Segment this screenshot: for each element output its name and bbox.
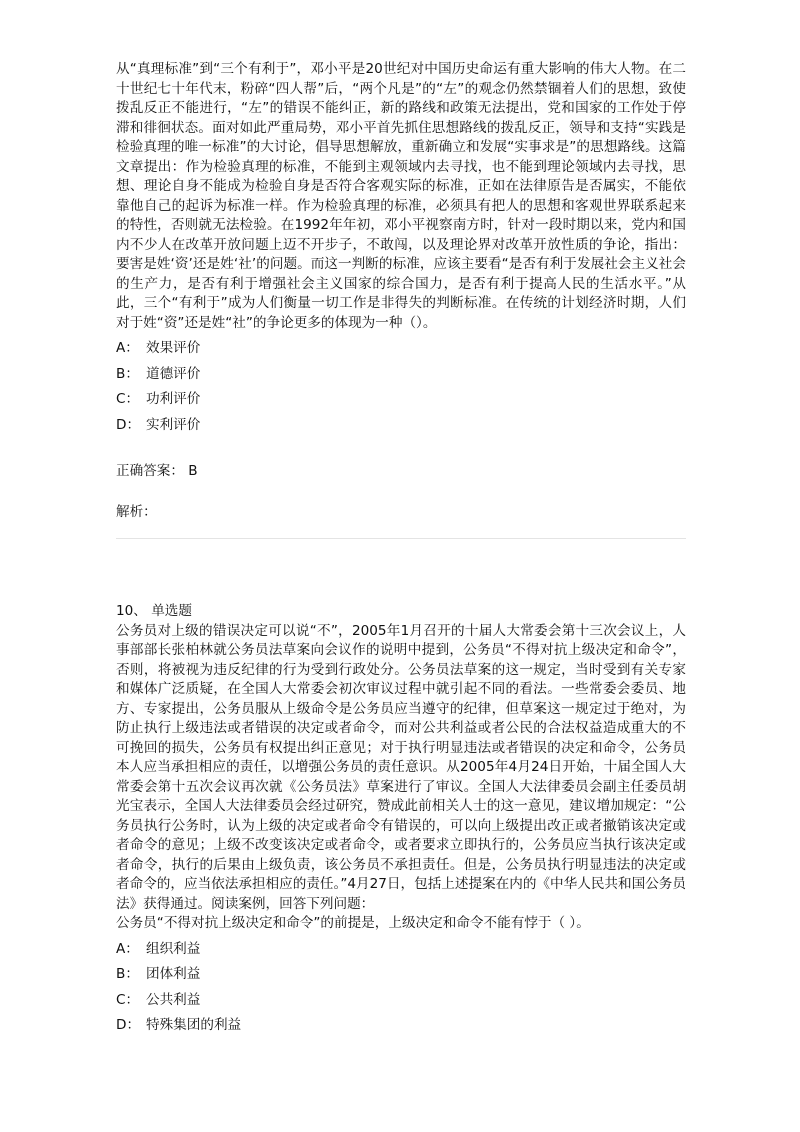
analysis-label: 解析： — [116, 504, 157, 520]
question-10-passage: 公务员对上级的错误决定可以说“不”，2005年1月召开的十届人大常委会第十三次会议上，人事部部长张柏林就公务员法草案向会议作的说明中提到，公务员“不得对抗上级决定和命令”，否则，将被视为违反纪律的行为受到行政处分。公务员法草案的这一规定，当时受到有关专家和媒体广泛质疑，在全国人大常委会初次审议过程中就引起不同的看法。一些常委会委员、地方、专家提出，公务员服从上级命令是公务员应当遵守的纪律，但草案这一规定过于绝对，为防止执行上级违法或者错误的决定或者命令，而对公共利益或者公民的合法权益造成重大的不可挽回的损失，公务员有权提出纠正意见；对于执行明显违法或者错误的决定和命令，公务员本人应当承担相应的责任，以增强公务员的责任意识。从2005年4月24日开始，十届全国人大常委会第十五次会议再次就《公务员法》草案进行了审议。全国人大法律委员会副主任委员胡光宝表示，全国人大法律委员会经过研究，赞成此前相关人士的这一意见，建议增加规定：“公务员执行公务时，认为上级的决定或者命令有错误的，可以向上级提出改正或者撤销该决定或者命令的意见；上级不改变该决定或者命令，或者要求立即执行的，公务员应当执行该决定或者命令，执行的后果由上级负责，该公务员不承担责任。但是，公务员执行明显违法的决定或者命令的，应当依法承担相应的责任。”4月27日，包括上述提案在内的《中华人民共和国公务员法》获得通过。阅读案例，回答下列问题： — [116, 622, 686, 912]
question-10-prompt: 公务员“不得对抗上级决定和命令”的前提是，上级决定和命令不能有悖于（ ）。 — [116, 915, 590, 931]
question-10-header: 10、 单选题 — [116, 603, 192, 619]
question-10 — [116, 602, 686, 1042]
option-a[interactable]: A： 效果评价 — [116, 340, 201, 356]
option-b[interactable]: B： 团体利益 — [116, 966, 201, 982]
option-c[interactable]: C： 公共利益 — [116, 991, 201, 1008]
option-b[interactable]: B： 道德评价 — [116, 365, 201, 382]
question-9 — [116, 60, 686, 539]
question-9-passage: 从“真理标准”到“三个有利于”，邓小平是20世纪对中国历史命运有重大影响的伟大人物。在二十世纪七十年代末，粉碎“四人帮”后，“两个凡是”的“左”的观念仍然禁锢着人们的思想，致使拨乱反正不能进行，“左”的错误不能纠正，新的路线和政策无法提出，党和国家的工作处于停滞和徘徊状态。面对如此严重局势，邓小平首先抓住思想路线的拨乱反正，领导和支持“实践是检验真理的唯一标准”的大讨论，倡导思想解放，重新确立和发展“实事求是”的思想路线。这篇文章提出：作为检验真理的标准，不能到主观领域内去寻找，也不能到理论领域内去寻找，思想、理论自身不能成为检验自身是否符合客观实际的标准，正如在法律原告是否属实，不能依靠他自己的起诉为标准一样。作为检验真理的标准，必须具有把人的思想和客观世界联系起来的特性，否则就无法检验。在1992年年初，邓小平视察南方时，针对一段时期以来，党内和国内不少人在改革开放问题上迈不开步子，不敢闯，以及理论界对改革开放性质的争论，指出：要害是姓‘资’还是姓‘社’的问题。而这一判断的标准，应该主要看“是否有利于发展社会主义社会的生产力，是否有利于增强社会主义国家的综合国力，是否有利于提高人民的生活水平。”从此，三个“有利于”成为人们衡量一切工作是非得失的判断标准。在传统的计划经济时期，人们对于姓“资”还是姓“社”的争论更多的体现为一种（）。 — [116, 61, 686, 331]
option-a[interactable]: A： 组织利益 — [116, 940, 201, 957]
correct-answer: 正确答案： B — [116, 463, 198, 479]
option-c[interactable]: C： 功利评价 — [116, 391, 201, 407]
option-d[interactable]: D： 实利评价 — [116, 416, 201, 433]
option-d[interactable]: D： 特殊集团的利益 — [116, 1017, 242, 1033]
answer-value: B — [188, 463, 198, 479]
divider — [116, 538, 686, 539]
